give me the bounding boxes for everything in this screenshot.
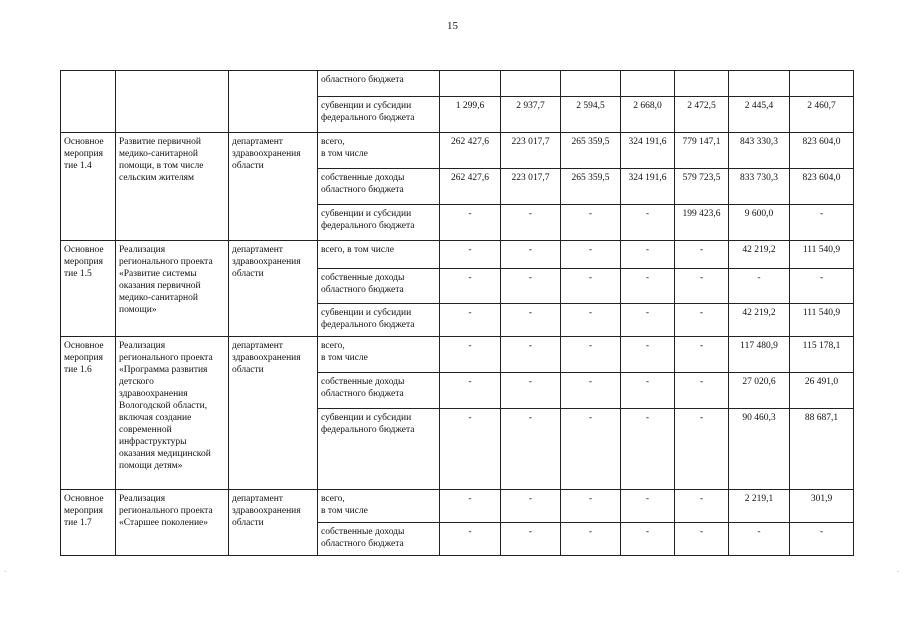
value-cell: - [501,304,561,337]
funding-source-label: собственные доходы областного бюджета [318,373,440,409]
value-cell: - [561,269,621,304]
value-cell: - [790,205,854,241]
value-cell: - [501,373,561,409]
value-cell: - [621,523,675,556]
value-cell: - [440,269,501,304]
value-cell: 115 178,1 [790,337,854,373]
table-row [61,337,854,373]
measure-cell: Основное мероприя тие 1.5 [61,241,116,337]
value-cell: 262 427,6 [440,169,501,205]
value-cell: 111 540,9 [790,304,854,337]
value-cell: 823 604,0 [790,169,854,205]
funding-source-label: субвенции и субсидии федерального бюджета [318,409,440,490]
funding-source-label: субвенции и субсидии федерального бюджета [318,97,440,133]
value-cell: - [440,523,501,556]
funding-source-label: областного бюджета [318,71,440,97]
value-cell: 90 460,3 [729,409,790,490]
value-cell: - [675,304,729,337]
value-cell: - [561,304,621,337]
value-cell: 42 219,2 [729,241,790,269]
value-cell: - [440,490,501,523]
value-cell: - [501,409,561,490]
value-cell: 117 480,9 [729,337,790,373]
value-cell: - [440,373,501,409]
value-cell: - [621,373,675,409]
value-cell: 2 594,5 [561,97,621,133]
table-row [61,133,854,169]
measure-cell [61,71,116,133]
value-cell: 262 427,6 [440,133,501,169]
value-cell: 823 604,0 [790,133,854,169]
value-cell: 27 020,6 [729,373,790,409]
value-cell: - [440,205,501,241]
value-cell: - [621,241,675,269]
department-cell: департамент здравоохранения области [229,490,318,556]
value-cell: 1 299,6 [440,97,501,133]
measure-cell: Основное мероприя тие 1.4 [61,133,116,241]
value-cell: - [440,241,501,269]
value-cell [440,71,501,97]
description-cell: Реализация регионального проекта «Развитие системы оказания первичной медико-санитарной помощи» [116,241,229,337]
value-cell: 42 219,2 [729,304,790,337]
value-cell: 199 423,6 [675,205,729,241]
value-cell: - [790,269,854,304]
value-cell: - [501,337,561,373]
department-cell [229,71,318,133]
value-cell: 2 445,4 [729,97,790,133]
description-cell [116,71,229,133]
value-cell: 223 017,7 [501,169,561,205]
value-cell: - [561,523,621,556]
value-cell: 9 600,0 [729,205,790,241]
funding-source-label: всего, в том числе [318,490,440,523]
value-cell: 324 191,6 [621,169,675,205]
value-cell: 111 540,9 [790,241,854,269]
scan-edge-mark-right: · [897,568,900,576]
value-cell: 833 730,3 [729,169,790,205]
value-cell: - [729,523,790,556]
value-cell: - [561,337,621,373]
value-cell: - [729,269,790,304]
measure-cell: Основное мероприя тие 1.6 [61,337,116,490]
budget-table [60,70,854,556]
value-cell: - [501,490,561,523]
value-cell: - [440,409,501,490]
value-cell: - [501,205,561,241]
value-cell: - [621,490,675,523]
value-cell: 579 723,5 [675,169,729,205]
description-cell: Реализация регионального проекта «Программа развития детского здравоохранения Вологодской области, включая создание современной инфраструктуры оказания медицинской помощи детям» [116,337,229,490]
department-cell: департамент здравоохранения области [229,241,318,337]
value-cell: - [440,304,501,337]
value-cell: - [621,409,675,490]
value-cell: - [561,205,621,241]
value-cell: - [501,523,561,556]
funding-source-label: всего, в том числе [318,241,440,269]
value-cell: - [440,337,501,373]
funding-source-label: всего, в том числе [318,337,440,373]
funding-source-label: собственные доходы областного бюджета [318,523,440,556]
table-row [61,71,854,97]
value-cell [675,71,729,97]
funding-source-label: собственные доходы областного бюджета [318,269,440,304]
value-cell: - [501,269,561,304]
description-cell: Реализация регионального проекта «Старшее поколение» [116,490,229,556]
value-cell: - [561,490,621,523]
measure-cell: Основное мероприя тие 1.7 [61,490,116,556]
scan-edge-mark-left: · [4,568,7,576]
value-cell: 2 472,5 [675,97,729,133]
value-cell: 26 491,0 [790,373,854,409]
value-cell: - [675,373,729,409]
value-cell: - [561,373,621,409]
value-cell: 265 359,5 [561,133,621,169]
value-cell: 88 687,1 [790,409,854,490]
table-body [61,71,854,556]
value-cell [501,71,561,97]
value-cell: 223 017,7 [501,133,561,169]
value-cell: - [621,337,675,373]
page-number: 15 [447,20,458,32]
department-cell: департамент здравоохранения области [229,337,318,490]
value-cell [790,71,854,97]
value-cell: - [675,409,729,490]
value-cell: 779 147,1 [675,133,729,169]
value-cell: - [621,205,675,241]
value-cell: - [621,304,675,337]
value-cell: 265 359,5 [561,169,621,205]
value-cell [729,71,790,97]
value-cell: 2 937,7 [501,97,561,133]
table-row [61,241,854,269]
value-cell: - [675,269,729,304]
value-cell: - [790,523,854,556]
value-cell: 2 219,1 [729,490,790,523]
value-cell: 324 191,6 [621,133,675,169]
funding-source-label: субвенции и субсидии федерального бюджета [318,304,440,337]
description-cell: Развитие первичной медико-санитарной помощи, в том числе сельским жителям [116,133,229,241]
value-cell: - [675,241,729,269]
value-cell: 2 668,0 [621,97,675,133]
value-cell: 843 330,3 [729,133,790,169]
value-cell: 2 460,7 [790,97,854,133]
value-cell [621,71,675,97]
value-cell: - [675,523,729,556]
value-cell [561,71,621,97]
funding-source-label: собственные доходы областного бюджета [318,169,440,205]
value-cell: - [675,337,729,373]
value-cell: - [561,241,621,269]
value-cell: - [501,241,561,269]
funding-source-label: субвенции и субсидии федерального бюджета [318,205,440,241]
value-cell: 301,9 [790,490,854,523]
funding-source-label: всего, в том числе [318,133,440,169]
value-cell: - [561,409,621,490]
value-cell: - [621,269,675,304]
department-cell: департамент здравоохранения области [229,133,318,241]
table-row [61,490,854,523]
value-cell: - [675,490,729,523]
